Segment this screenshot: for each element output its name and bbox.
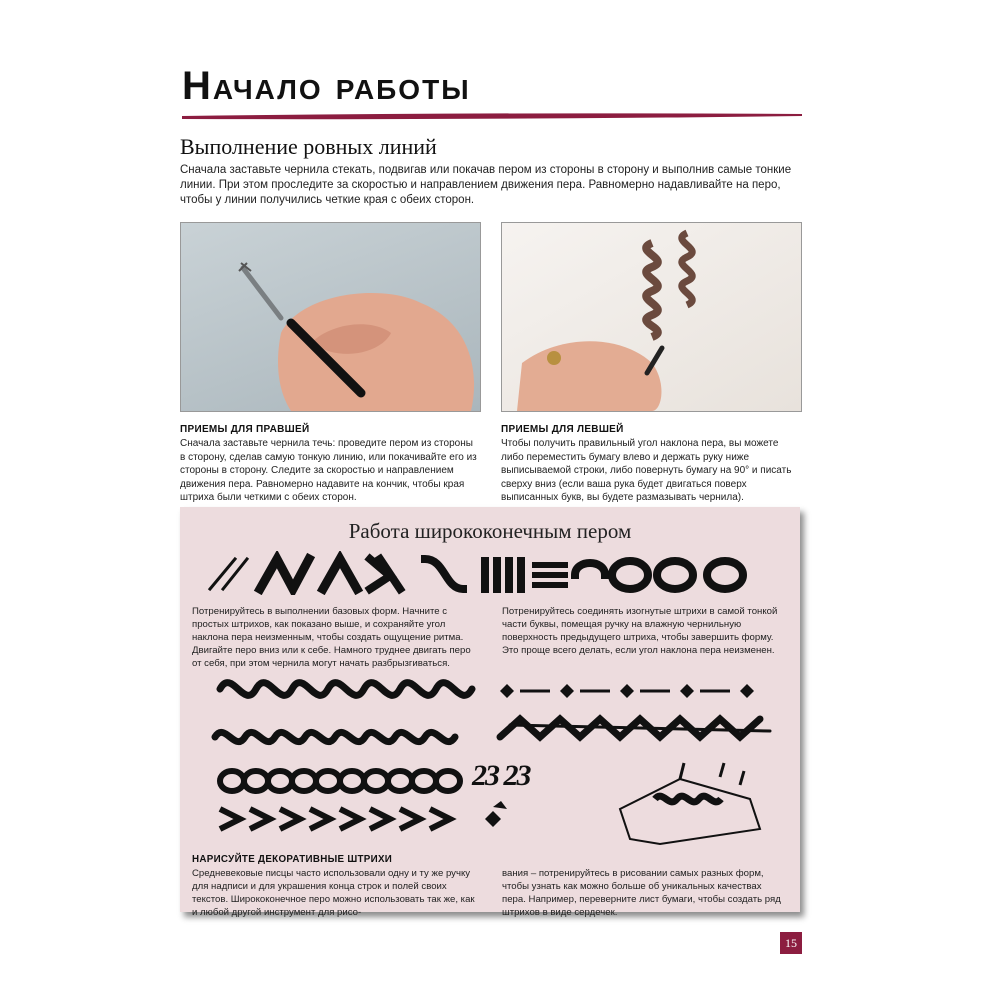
panel-text-right: Потренируйтесь соединять изогнутые штрихи в самой тонкой части буквы, помещая ручку на влажную чернильную поверхность предыдущего штриха, чтобы завершить форму. Это проще всего делать, если угол наклона пера неизменен. (502, 606, 778, 656)
caption-text-right-hand: Сначала заставьте чернила течь: проведите пером из стороны в сторону, сделав самую тонкую линию, или покачивайте его из стороны в сторону. Следите за скоростью и направлением движения пера. Равномерно надавите на кончик, чтобы края штриха были четкими с обеих сторон. (180, 438, 477, 503)
caption-title-left-hand: ПРИЕМЫ ДЛЯ ЛЕВШЕЙ (501, 424, 624, 435)
panel-text-left: Потренируйтесь в выполнении базовых форм. Начните с простых штрихов, как показано выше, и сохраняйте угол наклона пера неизменным, чтобы создать ощущение ритма. Двигайте перо вниз или к себе. Намного труднее двигать перо от себя, при этом чернила могут начать разбрызгиваться. (192, 606, 471, 669)
photo-right-hand (180, 222, 481, 412)
photo-left-hand (501, 222, 802, 412)
title-underline (182, 112, 802, 120)
page-number: 15 (780, 932, 802, 954)
numeral-glyphs: 23 23 (472, 759, 530, 792)
decor-text-right: вания – потренируйтесь в рисовании самых разных форм, чтобы узнать как можно больше об уникальных качествах пера. Например, переверните лист бумаги, чтобы создать ряд штрихов в виде сердечек. (502, 868, 781, 918)
broad-pen-panel (180, 507, 800, 918)
decor-heading: НАРИСУЙТЕ ДЕКОРАТИВНЫЕ ШТРИХИ (192, 854, 393, 865)
caption-text-left-hand: Чтобы получить правильный угол наклона пера, вы можете либо переместить бумагу влево и держать руку ниже выписываемой строки, либо повернуть бумагу на 90° и писать сверху вниз (если ваша рука будет двигаться поверх выписанных букв, вы будете размазывать чернила). (501, 438, 792, 503)
section-heading: Выполнение ровных линий (180, 134, 437, 159)
basic-strokes-illustration (205, 551, 765, 595)
panel-title: Работа ширококонечным пером (348, 519, 632, 543)
pattern-strokes-illustration (210, 659, 780, 849)
intro-paragraph: Сначала заставьте чернила стекать, подвигав или покачав пером из стороны в сторону и выполнив самые тонкие линии. При этом проследите за скоростью и направлением движения пера. Равномерно надавливайте на перо, чтобы у линии получились четкие края с обеих сторон. (180, 164, 792, 206)
page-title: Начало работы (182, 64, 471, 108)
caption-title-right-hand: ПРИЕМЫ ДЛЯ ПРАВШЕЙ (180, 424, 310, 435)
decor-text-left: Средневековые писцы часто использовали одну и ту же ручку для надписи и для украшения конца строк и полей своих текстов. Ширококонечное перо можно использовать так же, как и любой другой инструмент для рисо- (192, 868, 475, 918)
